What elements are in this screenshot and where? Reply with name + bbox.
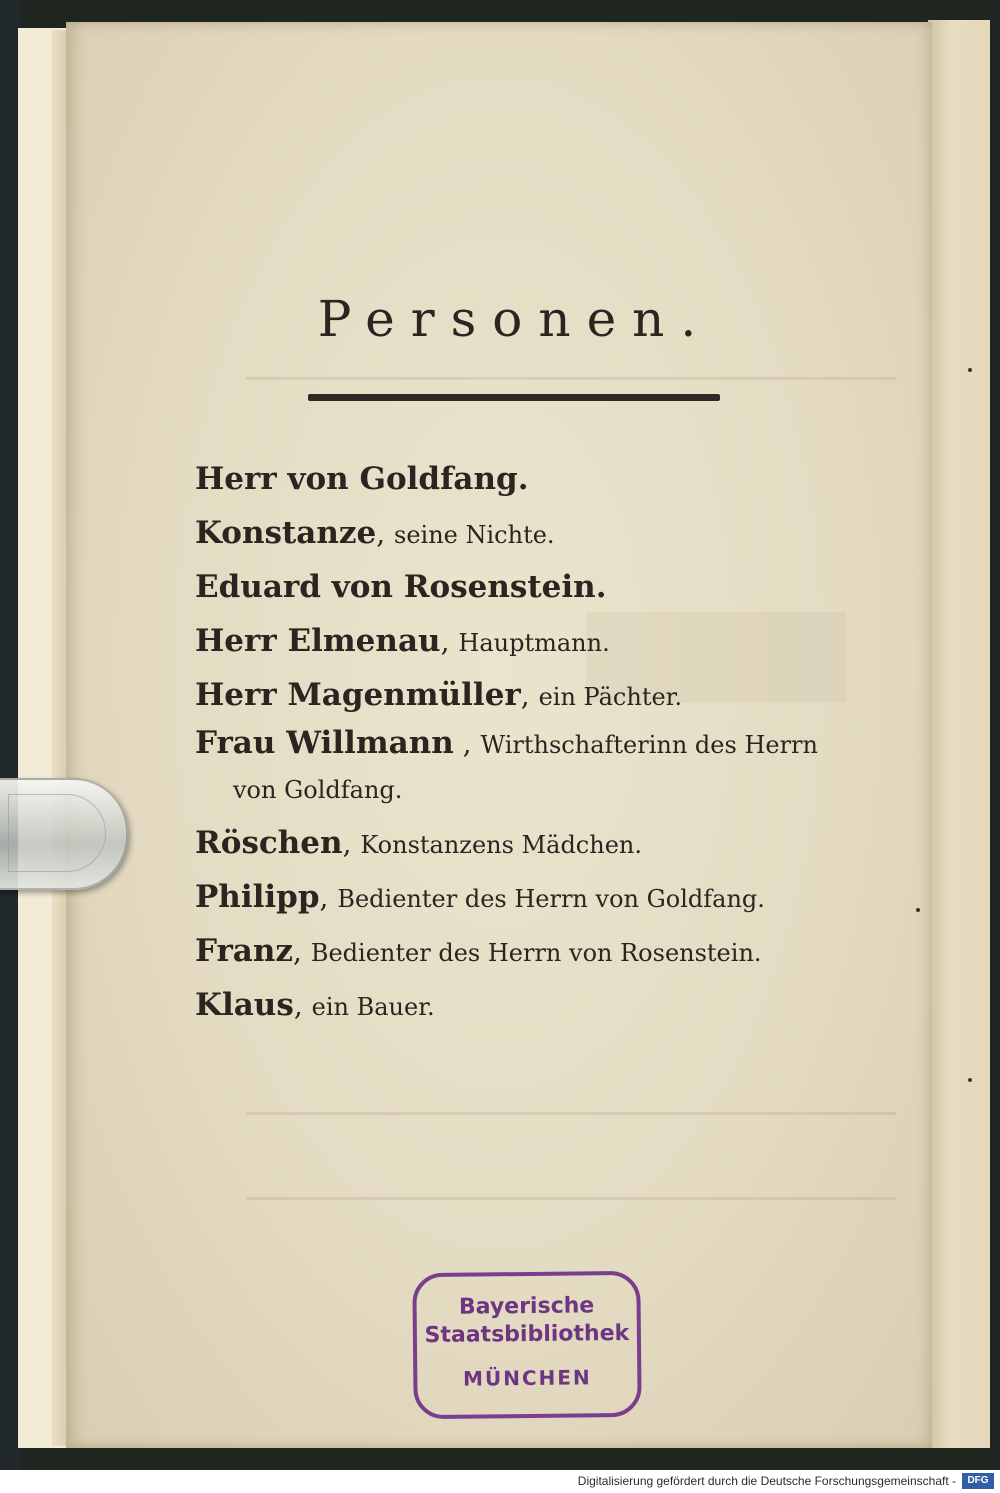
dfg-logo-icon: DFG	[962, 1473, 994, 1489]
cast-entry: Röschen, Konstanzens Mädchen.	[195, 825, 642, 861]
cast-entry: Herr Elmenau, Hauptmann.	[195, 623, 610, 659]
cast-entry: Philipp, Bedienter des Herrn von Goldfang.	[195, 879, 765, 915]
character-description: Konstanzens Mädchen.	[360, 831, 642, 859]
character-name: Röschen	[195, 825, 343, 861]
background-right	[990, 0, 1000, 1470]
character-description: ein Bauer.	[311, 993, 435, 1021]
speck	[916, 908, 920, 912]
cast-entry: Klaus, ein Bauer.	[195, 987, 435, 1023]
character-description: Wirthschafterinn des Herrn	[480, 731, 818, 759]
character-name: Frau Willmann	[195, 725, 454, 761]
stamp-line-1: Bayerische	[458, 1293, 595, 1320]
character-name: Konstanze	[195, 515, 377, 551]
character-description: Bedienter des Herrn von Rosenstein.	[310, 939, 762, 967]
character-name: Herr von Goldfang.	[195, 461, 529, 497]
page-clip-inner	[8, 794, 106, 872]
character-name: Franz	[195, 933, 294, 969]
stamp-line-2: Staatsbibliothek	[424, 1320, 630, 1349]
character-description-continued: von Goldfang.	[233, 776, 403, 804]
character-description: Bedienter des Herrn von Goldfang.	[337, 885, 765, 913]
background-left	[0, 0, 20, 1470]
show-through-rule	[246, 377, 896, 380]
cast-entry: Herr Magenmüller, ein Pächter.	[195, 677, 683, 713]
cast-list	[195, 452, 875, 1032]
cast-entry: Frau Willmann , Wirthschafterinn des Herrn von Goldfang.	[195, 722, 875, 816]
footer-bar	[0, 1470, 1000, 1493]
character-description: seine Nichte.	[394, 521, 555, 549]
character-name: Klaus	[195, 987, 294, 1023]
heading-rule	[308, 394, 720, 401]
cast-entry: Franz, Bedienter des Herrn von Rosenstein.	[195, 933, 762, 969]
character-name: Philipp	[195, 879, 320, 915]
page-clip	[0, 778, 128, 890]
character-name: Herr Magenmüller	[195, 677, 521, 713]
cast-entry	[195, 560, 875, 614]
show-through-rule	[246, 1112, 896, 1115]
character-description: ein Pächter.	[538, 683, 683, 711]
stamp-line-3: MÜNCHEN	[462, 1365, 592, 1391]
character-name: Eduard von Rosenstein.	[195, 569, 607, 605]
footer-credit: Digitalisierung gefördert durch die Deutsche Forschungsgemeinschaft -	[577, 1474, 956, 1488]
speck	[968, 368, 972, 372]
character-description: Hauptmann.	[458, 629, 610, 657]
cast-entry	[195, 452, 875, 506]
library-stamp	[412, 1271, 642, 1419]
speck	[968, 1078, 972, 1082]
cast-entry: Konstanze, seine Nichte.	[195, 515, 555, 551]
show-through-rule	[246, 1197, 896, 1200]
page-heading: Personen.	[317, 290, 713, 348]
character-name: Herr Elmenau	[195, 623, 441, 659]
